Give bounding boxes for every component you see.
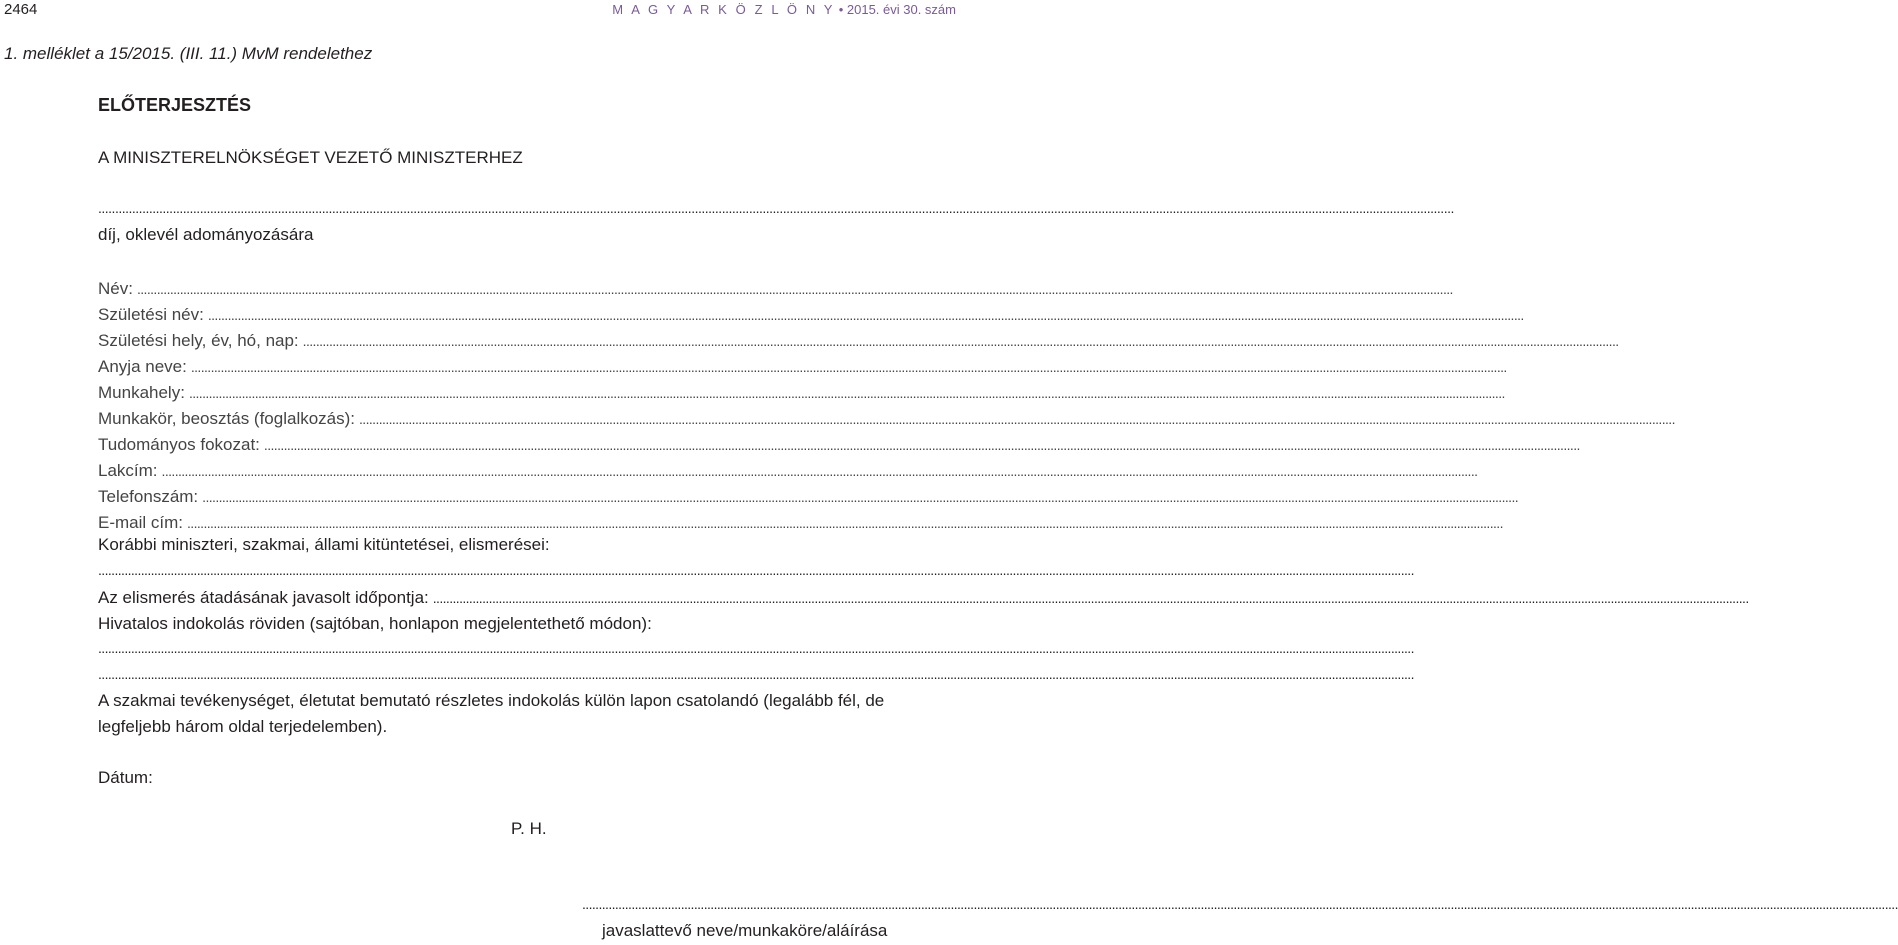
- form-field-row: [98, 435, 1580, 457]
- form-field-blank: ................................................................................................................................................................................................................................................................................................................................................................................................................: [302, 333, 1619, 349]
- signature-blank: ................................................................................................................................................................................................................................................................................................................................................................................................................: [582, 896, 1898, 912]
- justification-label: Hivatalos indokolás röviden (sajtóban, honlapon megjelentethető módon):: [98, 614, 652, 633]
- form-field-row: [98, 487, 1519, 509]
- form-field-blank: ................................................................................................................................................................................................................................................................................................................................................................................................................: [202, 489, 1519, 505]
- document-title: ELŐTERJESZTÉS: [98, 95, 252, 115]
- date-label: Dátum:: [98, 768, 153, 787]
- justification-blank-2: ................................................................................................................................................................................................................................................................................................................................................................................................................: [98, 666, 1414, 682]
- stamp-label: P. H.: [511, 819, 547, 838]
- addressee-heading: A MINISZTERELNÖKSÉGET VEZETŐ MINISZTERHEZ: [98, 148, 523, 167]
- previous-awards-row: [98, 535, 955, 557]
- previous-awards-blank: ................................................................................................................................................................................................................................................................................................................................................................................................................: [98, 562, 1414, 578]
- form-field-label: Munkakör, beosztás (foglalkozás):: [98, 409, 356, 428]
- award-line: díj, oklevél adományozására: [98, 225, 314, 244]
- journal-name: M A G Y A R K Ö Z L Ö N Y: [612, 2, 836, 17]
- form-field-row: [98, 305, 1524, 327]
- form-field-label: Anyja neve:: [98, 357, 187, 376]
- form-field-label: Munkahely:: [98, 383, 185, 402]
- previous-awards-label: Korábbi miniszteri, szakmai, állami kitüntetései, elismerései:: [98, 535, 550, 554]
- form-field-label: Születési hely, év, hó, nap:: [98, 331, 299, 350]
- form-field-blank: ................................................................................................................................................................................................................................................................................................................................................................................................................: [161, 463, 1478, 479]
- form-field-label: Születési név:: [98, 305, 204, 324]
- signature-caption: javaslattevő neve/munkaköre/aláírása: [602, 921, 888, 940]
- form-field-blank: ................................................................................................................................................................................................................................................................................................................................................................................................................: [359, 411, 1675, 427]
- proposed-date-blank: ................................................................................................................................................................................................................................................................................................................................................................................................................: [432, 590, 1749, 606]
- form-field-label: Lakcím:: [98, 461, 158, 480]
- proposed-date-row: [98, 588, 1749, 610]
- form-field-row: [98, 279, 1453, 301]
- form-field-row: [98, 409, 1675, 431]
- form-field-blank: ................................................................................................................................................................................................................................................................................................................................................................................................................: [190, 359, 1507, 375]
- form-field-blank: ................................................................................................................................................................................................................................................................................................................................................................................................................: [188, 385, 1505, 401]
- form-field-label: Telefonszám:: [98, 487, 199, 506]
- form-field-blank: ................................................................................................................................................................................................................................................................................................................................................................................................................: [263, 437, 1580, 453]
- issue-label: 2015. évi 30. szám: [846, 2, 956, 17]
- form-field-blank: ................................................................................................................................................................................................................................................................................................................................................................................................................: [207, 307, 1524, 323]
- justification-row: [98, 614, 955, 636]
- form-field-row: [98, 331, 1619, 353]
- form-field-row: [98, 383, 1505, 405]
- journal-masthead: [612, 2, 956, 17]
- award-name-blank: ................................................................................................................................................................................................................................................................................................................................................................................................................: [98, 200, 1454, 216]
- form-field-label: E-mail cím:: [98, 513, 183, 532]
- form-field-label: Név:: [98, 279, 133, 298]
- justification-blank-1: ................................................................................................................................................................................................................................................................................................................................................................................................................: [98, 640, 1414, 656]
- detail-paragraph: A szakmai tevékenységet, életutat bemutató részletes indokolás külön lapon csatolandó (legalább fél, de legfeljebb három oldal terjedelemben).: [98, 691, 885, 736]
- form-field-blank: ................................................................................................................................................................................................................................................................................................................................................................................................................: [187, 515, 1503, 531]
- page-number: 2464: [4, 1, 38, 18]
- masthead-separator: •: [838, 2, 844, 17]
- annex-title: 1. melléklet a 15/2015. (III. 11.) MvM rendelethez: [4, 44, 373, 63]
- form-field-row: [98, 513, 1503, 535]
- proposed-date-label: Az elismerés átadásának javasolt időpontja:: [98, 588, 429, 607]
- form-field-row: [98, 357, 1507, 379]
- form-field-row: [98, 461, 1478, 483]
- form-field-blank: ................................................................................................................................................................................................................................................................................................................................................................................................................: [136, 281, 1453, 297]
- form-field-label: Tudományos fokozat:: [98, 435, 260, 454]
